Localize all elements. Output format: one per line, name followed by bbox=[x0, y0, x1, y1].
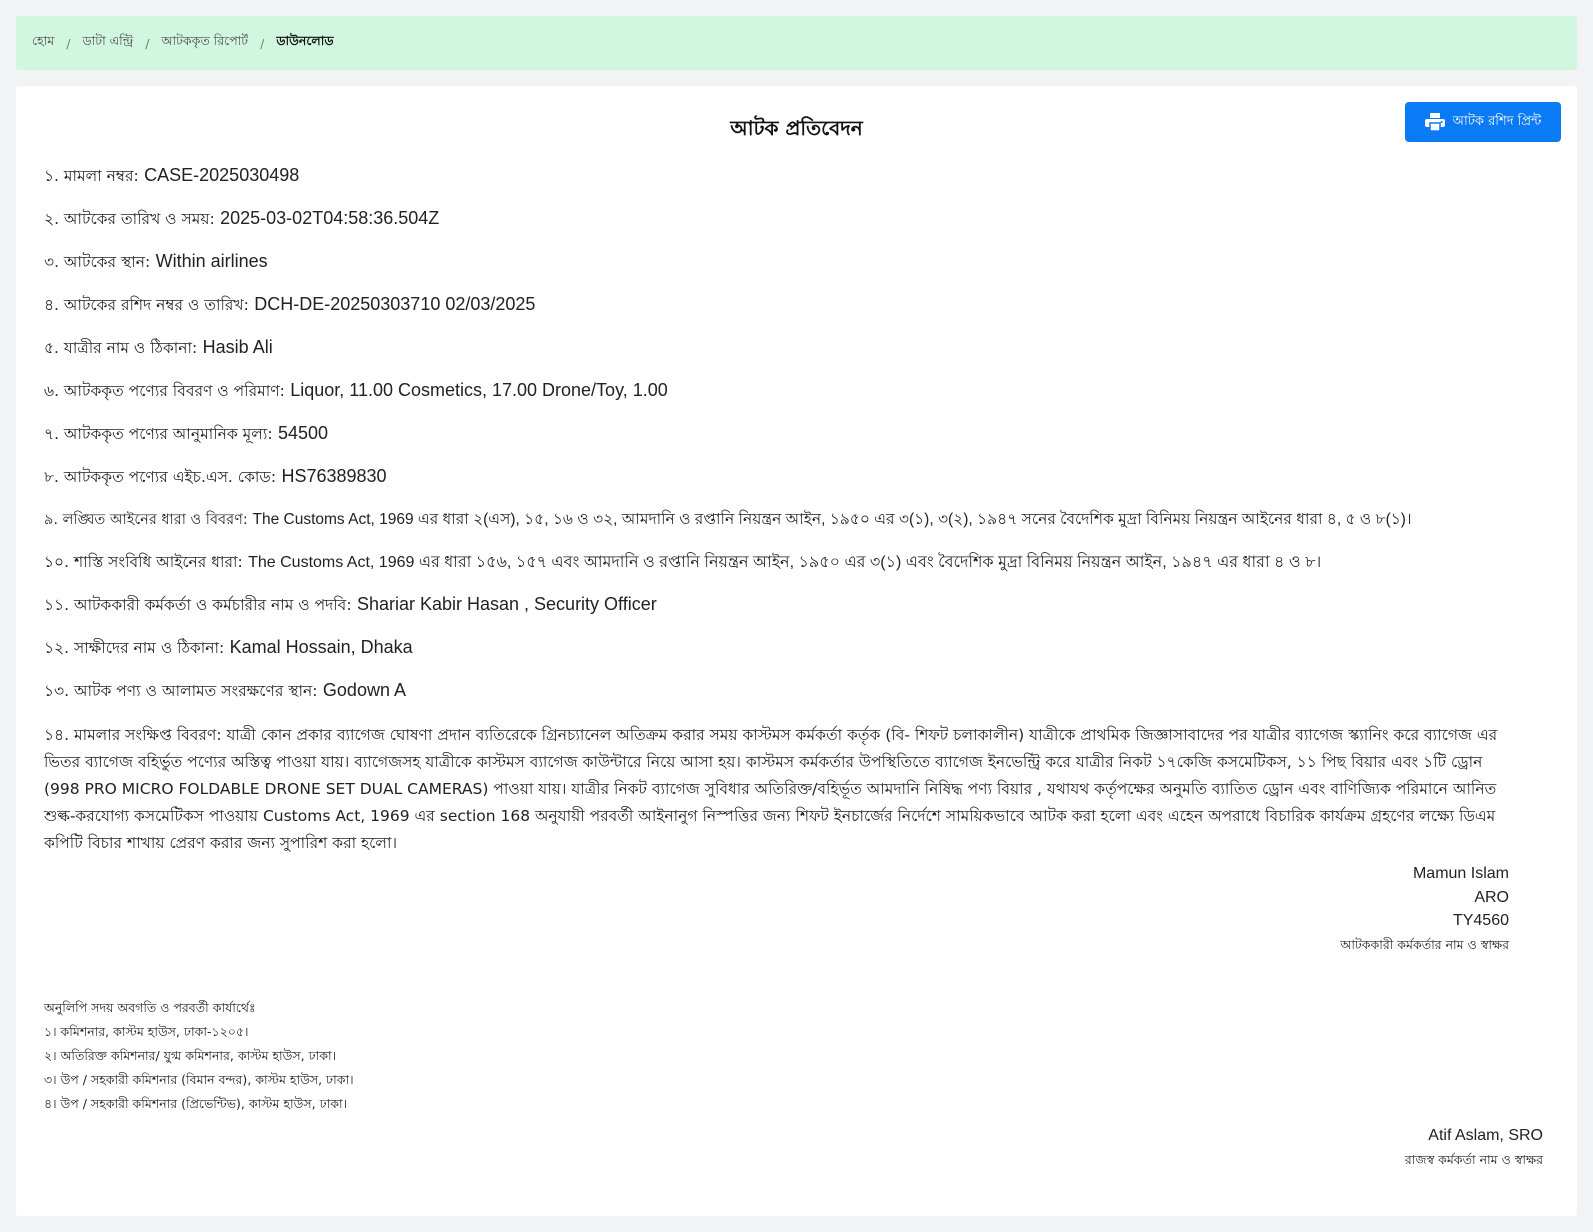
officer-name: Mamun Islam bbox=[1412, 865, 1509, 882]
report-item: ৫. যাত্রীর নাম ও ঠিকানা: Hasib Ali bbox=[44, 337, 273, 357]
breadcrumb-separator: / bbox=[66, 35, 71, 51]
report-item: ১৩. আটক পণ্য ও আলামত সংরক্ষণের স্থান: Godown A bbox=[44, 680, 406, 700]
report-item: ১০. শাস্তি সংবিধি আইনের ধারা: The Customs Act, 1969 এর ধারা ১৫৬, ১৫৭ এবং আমদানি ও রপ্তানি নিয়ন্ত্রন আইন, ১৯৫০ এর ৩(১) এবং বৈদেশিক মুদ্রা বিনিময় নিয়ন্ত্রন আইন, ১৯৪৭ এর ধারা ৪ ও ৮। bbox=[44, 553, 1322, 571]
officer-designation: ARO bbox=[1474, 888, 1509, 906]
report-card bbox=[16, 86, 1577, 1216]
copies-heading: অনুলিপি সদয় অবগতি ও পরবর্তী কার্যার্থেঃ bbox=[44, 1000, 256, 1015]
report-item: ৬. আটককৃত পণ্যের বিবরণ ও পরিমাণ: Liquor, 11.00 Cosmetics, 17.00 Drone/Toy, 1.00 bbox=[44, 380, 668, 400]
report-item: ৮. আটককৃত পণ্যের এইচ.এস. কোড: HS76389830 bbox=[44, 466, 387, 486]
copy-line: ৩। উপ / সহকারী কমিশনার (বিমান বন্দর), কাস্টম হাউস, ঢাকা। bbox=[44, 1072, 354, 1087]
breadcrumb-home[interactable]: হোম bbox=[32, 33, 55, 48]
breadcrumb-seized-report[interactable]: আটককৃত রিপোর্ট bbox=[161, 33, 249, 48]
report-item: ১. মামলা নম্বর: CASE-2025030498 bbox=[44, 165, 300, 185]
copy-line: ১। কমিশনার, কাস্টম হাউস, ঢাকা-১২০৫। bbox=[44, 1024, 249, 1039]
breadcrumb-data-entry[interactable]: ডাটা এন্ট্রি bbox=[82, 33, 134, 48]
officer-id: TY4560 bbox=[1452, 912, 1509, 929]
revenue-officer-signature bbox=[1405, 1124, 1543, 1172]
sro-name: Atif Aslam, SRO bbox=[1428, 1127, 1543, 1144]
report-items bbox=[44, 164, 1544, 876]
breadcrumb bbox=[16, 16, 1577, 70]
report-item: ১১. আটককারী কর্মকর্তা ও কর্মচারীর নাম ও পদবি: Shariar Kabir Hasan , Security Officer bbox=[44, 594, 657, 614]
officer-caption: আটককারী কর্মকর্তার নাম ও স্বাক্ষর bbox=[1340, 936, 1509, 952]
copy-line: ৪। উপ / সহকারী কমিশনার (প্রিভেন্টিভ), কাস্টম হাউস, ঢাকা। bbox=[44, 1096, 348, 1111]
seizing-officer-signature bbox=[1340, 862, 1509, 956]
report-item: ৭. আটককৃত পণ্যের আনুমানিক মূল্য: 54500 bbox=[44, 423, 329, 443]
report-title: আটক প্রতিবেদন bbox=[730, 116, 863, 140]
breadcrumb-separator: / bbox=[260, 35, 265, 51]
report-item: ২. আটকের তারিখ ও সময়: 2025-03-02T04:58:36.504Z bbox=[44, 208, 440, 228]
case-summary: ১৪. মামলার সংক্ষিপ্ত বিবরণ: যাত্রী কোন প্রকার ব্যাগেজ ঘোষণা প্রদান ব্যতিরেকে গ্রিনচ্যানেল অতিক্রম করার সময় কাস্টমস কর্মকর্তা কর্তৃক (বি- শিফট চলাকালীন) যাত্রীকে প্রাথমিক জিজ্ঞাসাবাদের পর যাত্রীর ব্যাগেজ স্ক্যানিং করে ব্যাগেজ এর ভিতর ব্যাগেজ বহির্ভুত পণ্যের অস্তিত্ব পাওয়া যায়। ব্যাগেজসহ যাত্রীকে কাস্টমস ব্যাগেজ কাউন্টারে নিয়ে আসা হয়। কাস্টমস কর্মকর্তার উপস্থিতিতে ব্যাগেজ ইনভেন্ট্রি করে যাত্রীর নিকট ১৭কেজি কসমেটিকস, ১১ পিছ বিয়ার এবং ১টি ড্রোন (998 PRO MICRO FOLDABLE DRONE SET DUAL CAMERAS) পাওয়া যায়। যাত্রীর নিকট ব্যাগেজ সুবিধার অতিরিক্ত/বহির্ভূত আমদানি নিষিদ্ধ পণ্য বিয়ার , যথাযথ কর্তৃপক্ষের অনুমতি ব্যাতিত ড্রোন এবং বাণিজ্যিক পরিমানে আনিত শুল্ক-করযোগ্য কসমেটিকস পাওয়ায় Customs Act, 1969 এর section 168 অনুযায়ী পরবর্তী আইনানুগ নিস্পত্তির জন্য শিফট ইনচার্জের নির্দেশে সাময়িকভাবে আটক করা হলো এবং এহেন অপরাধে বিচারিক কার্যক্রম গ্রহণের লক্ষ্যে ডিএম কপিটি বিচার শাখায় প্রেরণ করার জন্য সুপারিশ করা হলো। bbox=[44, 726, 1498, 852]
report-item: ৩. আটকের স্থান: Within airlines bbox=[44, 251, 268, 271]
report-item: ৪. আটকের রশিদ নম্বর ও তারিখ: DCH-DE-20250303710 02/03/2025 bbox=[44, 294, 536, 314]
copy-distribution bbox=[44, 996, 354, 1116]
report-item: ১২. সাক্ষীদের নাম ও ঠিকানা: Kamal Hossain, Dhaka bbox=[44, 637, 413, 657]
breadcrumb-download: ডাউনলোড bbox=[276, 33, 334, 48]
report-item: ৯. লঙ্ঘিত আইনের ধারা ও বিবরণ: The Customs Act, 1969 এর ধারা ২(এস), ১৫, ১৬ ও ৩২, আমদানি ও রপ্তানি নিয়ন্ত্রন আইন, ১৯৫০ এর ৩(১), ৩(২), ১৯৪৭ সনের বৈদেশিক মুদ্রা বিনিময় নিয়ন্ত্রন আইনের ধারা ৪, ৫ ও ৮(১)। bbox=[44, 511, 1412, 528]
sro-caption: রাজস্ব কর্মকর্তা নাম ও স্বাক্ষর bbox=[1404, 1152, 1543, 1167]
breadcrumb-separator: / bbox=[145, 35, 150, 51]
print-receipt-label: আটক রশিদ প্রিন্ট bbox=[1452, 113, 1542, 129]
copy-line: ২। অতিরিক্ত কমিশনার/ যুগ্ম কমিশনার, কাস্টম হাউস, ঢাকা। bbox=[44, 1048, 337, 1063]
